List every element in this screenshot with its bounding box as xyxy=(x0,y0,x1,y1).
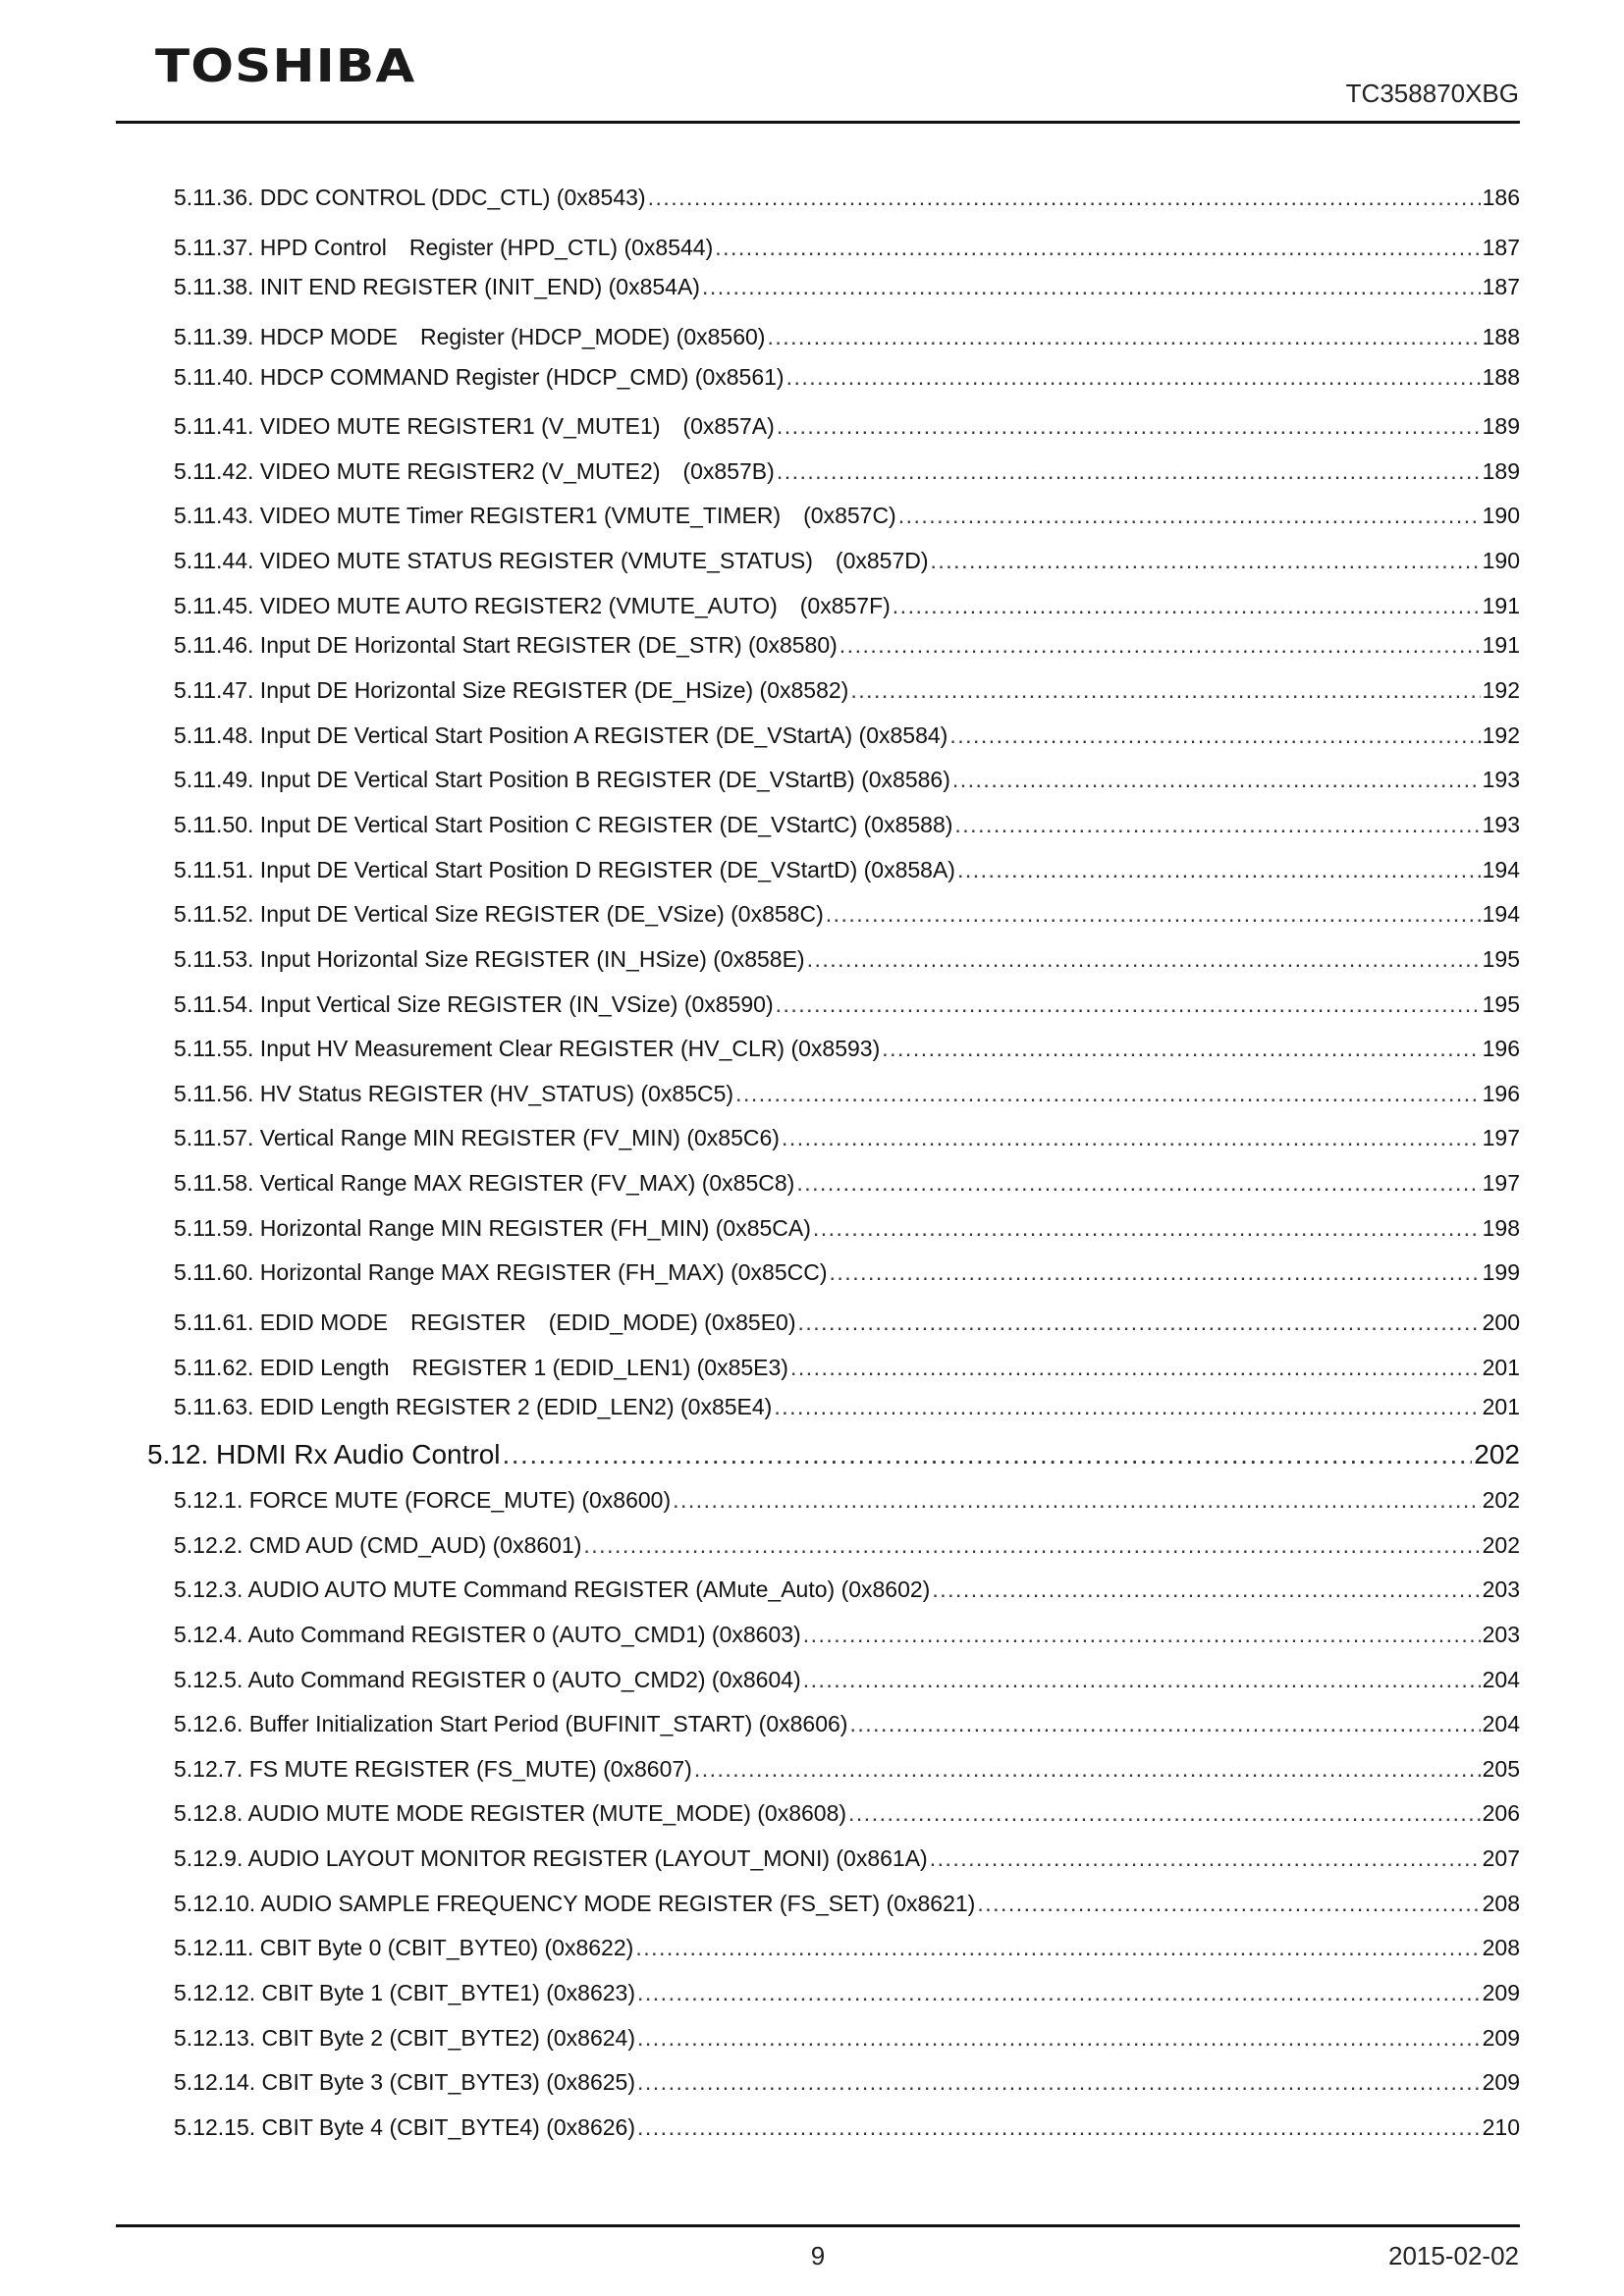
toc-entry-page: 199 xyxy=(1482,1259,1520,1286)
toc-entry[interactable] xyxy=(147,991,1520,1037)
toc-entry-title: 5.12.5. Auto Command REGISTER 0 (AUTO_CMD2) (0x8604) xyxy=(174,1666,801,1692)
toc-entry[interactable] xyxy=(147,274,1520,319)
company-logo: TOSHIBA xyxy=(155,39,416,92)
dot-leader xyxy=(893,593,1481,619)
dot-leader xyxy=(694,1756,1481,1783)
dot-leader xyxy=(635,1935,1480,1961)
part-number: TC358870XBG xyxy=(1345,79,1519,108)
toc-entry-title: 5.12.2. CMD AUD (CMD_AUD) (0x8601) xyxy=(174,1531,582,1558)
dot-leader xyxy=(954,812,1480,838)
table-of-contents xyxy=(147,185,1520,2160)
dot-leader xyxy=(583,1532,1480,1559)
toc-entry-title: 5.11.57. Vertical Range MIN REGISTER (FV_MIN) (0x85C6) xyxy=(174,1125,780,1151)
toc-entry-title: 5.11.36. DDC CONTROL (DDC_CTL) (0x8543) xyxy=(174,185,646,210)
toc-entry[interactable] xyxy=(147,1215,1520,1260)
toc-entry-title: 5.11.48. Input DE Vertical Start Position A REGISTER (DE_VStartA) (0x8584) xyxy=(174,721,948,748)
toc-entry[interactable] xyxy=(147,1305,1520,1350)
dot-leader xyxy=(637,2114,1481,2141)
toc-entry[interactable] xyxy=(147,1125,1520,1170)
toc-entry-page: 195 xyxy=(1482,945,1520,972)
toc-entry-title: 5.12.6. Buffer Initialization Start Period (BUFINIT_START) (0x8606) xyxy=(174,1711,848,1737)
toc-entry-page: 194 xyxy=(1482,856,1520,882)
dot-leader xyxy=(952,767,1481,793)
dot-leader xyxy=(735,1081,1481,1107)
toc-entry[interactable] xyxy=(147,1170,1520,1215)
dot-leader xyxy=(932,1576,1480,1603)
toc-entry-title: 5.12.15. CBIT Byte 4 (CBIT_BYTE4) (0x8626) xyxy=(174,2113,636,2140)
toc-entry-title: 5.11.58. Vertical Range MAX REGISTER (FV_MAX) (0x85C8) xyxy=(174,1170,795,1197)
footer-divider xyxy=(116,2224,1520,2227)
toc-entry-page: 203 xyxy=(1482,1576,1520,1603)
toc-entry-page: 189 xyxy=(1482,457,1520,484)
toc-entry-page: 193 xyxy=(1482,767,1520,793)
toc-entry[interactable] xyxy=(147,364,1520,409)
toc-entry[interactable] xyxy=(147,1576,1520,1622)
dot-leader xyxy=(767,324,1480,350)
dot-leader xyxy=(848,1800,1481,1827)
toc-entry[interactable] xyxy=(147,1845,1520,1891)
toc-entry-title: 5.11.60. Horizontal Range MAX REGISTER (FH_MAX) (0x85CC) xyxy=(174,1259,828,1286)
toc-entry-page: 209 xyxy=(1482,1979,1520,2005)
toc-entry-title: 5.11.43. VIDEO MUTE Timer REGISTER1 (VMUTE_TIMER) (0x857C) xyxy=(174,503,896,529)
toc-entry-page: 194 xyxy=(1482,901,1520,928)
dot-leader xyxy=(931,548,1481,574)
dot-leader xyxy=(637,1980,1481,2006)
toc-entry-title: 5.11.37. HPD Control Register (HPD_CTL) (0x8544) xyxy=(174,234,714,260)
toc-entry[interactable] xyxy=(147,543,1520,588)
toc-entry[interactable] xyxy=(147,1350,1520,1395)
toc-entry[interactable] xyxy=(147,2114,1520,2160)
dot-leader xyxy=(898,503,1481,529)
toc-entry-title: 5.11.55. Input HV Measurement Clear REGISTER (HV_CLR) (0x8593) xyxy=(174,1036,881,1062)
dot-leader xyxy=(774,1394,1480,1420)
toc-entry-page: 208 xyxy=(1482,1890,1520,1916)
toc-entry-page: 191 xyxy=(1482,592,1520,618)
dot-leader xyxy=(790,1355,1481,1381)
dot-leader xyxy=(813,1215,1481,1242)
toc-entry-page: 196 xyxy=(1482,1036,1520,1062)
toc-entry-page: 197 xyxy=(1482,1170,1520,1197)
dot-leader xyxy=(830,1259,1481,1286)
toc-entry-title: 5.11.49. Input DE Vertical Start Position B REGISTER (DE_VStartB) (0x8586) xyxy=(174,767,950,793)
toc-entry-page: 201 xyxy=(1482,1354,1520,1380)
dot-leader xyxy=(930,1845,1481,1872)
toc-entry-title: 5.11.63. EDID Length REGISTER 2 (EDID_LEN2) (0x85E4) xyxy=(174,1394,773,1420)
toc-entry-page: 192 xyxy=(1482,721,1520,748)
toc-entry[interactable] xyxy=(147,1756,1520,1801)
dot-leader xyxy=(777,458,1481,485)
toc-entry[interactable] xyxy=(147,1800,1520,1845)
toc-entry-page: 206 xyxy=(1482,1800,1520,1827)
toc-entry-page: 202 xyxy=(1474,1438,1520,1469)
toc-entry[interactable] xyxy=(147,946,1520,991)
toc-entry-title: 5.11.50. Input DE Vertical Start Position C REGISTER (DE_VStartC) (0x8588) xyxy=(174,811,953,837)
dot-leader xyxy=(637,2069,1481,2096)
dot-leader xyxy=(882,1036,1480,1062)
toc-entry-title: 5.12.4. Auto Command REGISTER 0 (AUTO_CMD1) (0x8603) xyxy=(174,1621,801,1647)
toc-entry[interactable] xyxy=(147,408,1520,454)
toc-entry[interactable] xyxy=(147,1891,1520,1936)
toc-entry-title: 5.11.40. HDCP COMMAND Register (HDCP_CMD) (0x8561) xyxy=(174,363,785,390)
document-date: 2015-02-02 xyxy=(1388,2241,1519,2270)
toc-entry[interactable] xyxy=(147,1711,1520,1756)
toc-entry[interactable] xyxy=(147,1532,1520,1577)
toc-entry[interactable] xyxy=(147,677,1520,722)
toc-entry[interactable] xyxy=(147,767,1520,812)
toc-entry-page: 208 xyxy=(1482,1935,1520,1961)
toc-entry-page: 193 xyxy=(1482,811,1520,837)
toc-entry-title: 5.12.10. AUDIO SAMPLE FREQUENCY MODE REGISTER (FS_SET) (0x8621) xyxy=(174,1890,976,1916)
toc-entry[interactable] xyxy=(147,1935,1520,1980)
toc-entry-title: 5.12.3. AUDIO AUTO MUTE Command REGISTER (AMute_Auto) (0x8602) xyxy=(174,1576,931,1603)
toc-entry-title: 5.11.46. Input DE Horizontal Start REGISTER (DE_STR) (0x8580) xyxy=(174,632,838,659)
toc-entry-title: 5.11.56. HV Status REGISTER (HV_STATUS) (0x85C5) xyxy=(174,1080,734,1106)
dot-leader xyxy=(648,185,1481,211)
dot-leader xyxy=(782,1125,1481,1151)
toc-entry-title: 5.11.52. Input DE Vertical Size REGISTER (DE_VSize) (0x858C) xyxy=(174,901,824,928)
dot-leader xyxy=(850,677,1480,704)
toc-entry-title: 5.12.7. FS MUTE REGISTER (FS_MUTE) (0x8607) xyxy=(174,1755,692,1782)
toc-entry[interactable] xyxy=(147,588,1520,633)
toc-entry-title: 5.11.39. HDCP MODE Register (HDCP_MODE) (0x8560) xyxy=(174,323,766,349)
dot-leader xyxy=(715,235,1480,261)
toc-entry[interactable] xyxy=(147,1036,1520,1081)
toc-entry-page: 190 xyxy=(1482,548,1520,574)
toc-entry-title: 5.12.1. FORCE MUTE (FORCE_MUTE) (0x8600) xyxy=(174,1486,672,1513)
toc-entry-title: 5.11.61. EDID MODE REGISTER (EDID_MODE) (0x85E0) xyxy=(174,1309,796,1336)
toc-entry-page: 189 xyxy=(1482,413,1520,440)
toc-entry-page: 191 xyxy=(1482,632,1520,659)
toc-entry-title: 5.12. HDMI Rx Audio Control xyxy=(147,1438,501,1469)
toc-entry[interactable] xyxy=(147,632,1520,677)
toc-entry-title: 5.11.38. INIT END REGISTER (INIT_END) (0x854A) xyxy=(174,274,700,300)
toc-entry-title: 5.11.51. Input DE Vertical Start Position D REGISTER (DE_VStartD) (0x858A) xyxy=(174,856,955,882)
toc-section-entry[interactable] xyxy=(147,1439,1520,1487)
toc-entry-title: 5.11.54. Input Vertical Size REGISTER (IN_VSize) (0x8590) xyxy=(174,990,774,1017)
toc-entry-title: 5.11.53. Input Horizontal Size REGISTER (IN_HSize) (0x858E) xyxy=(174,945,805,972)
page-number: 9 xyxy=(810,2241,826,2270)
toc-entry-page: 209 xyxy=(1482,2069,1520,2096)
toc-entry-title: 5.11.62. EDID Length REGISTER 1 (EDID_LEN1) (0x85E3) xyxy=(174,1354,788,1380)
toc-entry-page: 186 xyxy=(1482,185,1520,210)
toc-entry[interactable] xyxy=(147,1394,1520,1439)
toc-entry[interactable] xyxy=(147,185,1520,230)
toc-entry-page: 201 xyxy=(1482,1394,1520,1420)
toc-entry-page: 187 xyxy=(1482,234,1520,260)
toc-entry-title: 5.11.59. Horizontal Range MIN REGISTER (FH_MIN) (0x85CA) xyxy=(174,1214,811,1241)
toc-entry[interactable] xyxy=(147,1622,1520,1667)
toc-entry-page: 205 xyxy=(1482,1755,1520,1782)
toc-entry-title: 5.12.8. AUDIO MUTE MODE REGISTER (MUTE_MODE) (0x8608) xyxy=(174,1800,847,1827)
dot-leader xyxy=(839,632,1481,659)
toc-entry-title: 5.11.41. VIDEO MUTE REGISTER1 (V_MUTE1) (0x857A) xyxy=(174,413,775,440)
dot-leader xyxy=(702,274,1481,300)
dot-leader xyxy=(637,2025,1481,2052)
dot-leader xyxy=(777,413,1481,440)
toc-entry-page: 202 xyxy=(1482,1486,1520,1513)
toc-entry-page: 200 xyxy=(1482,1309,1520,1336)
toc-entry-page: 204 xyxy=(1482,1711,1520,1737)
toc-entry[interactable] xyxy=(147,319,1520,364)
toc-entry-title: 5.12.11. CBIT Byte 0 (CBIT_BYTE0) (0x8622) xyxy=(174,1935,634,1961)
toc-entry-page: 197 xyxy=(1482,1125,1520,1151)
toc-entry-page: 204 xyxy=(1482,1666,1520,1692)
toc-entry-title: 5.11.42. VIDEO MUTE REGISTER2 (V_MUTE2) (0x857B) xyxy=(174,457,775,484)
toc-entry-page: 196 xyxy=(1482,1080,1520,1106)
toc-entry-page: 192 xyxy=(1482,677,1520,704)
toc-entry-page: 190 xyxy=(1482,503,1520,529)
toc-entry[interactable] xyxy=(147,1487,1520,1532)
toc-entry[interactable] xyxy=(147,901,1520,946)
toc-entry-page: 187 xyxy=(1482,274,1520,300)
dot-leader xyxy=(849,1711,1480,1737)
toc-entry-page: 188 xyxy=(1482,323,1520,349)
toc-entry[interactable] xyxy=(147,1980,1520,2025)
dot-leader xyxy=(807,946,1481,973)
toc-entry-title: 5.12.13. CBIT Byte 2 (CBIT_BYTE2) (0x8624) xyxy=(174,2024,636,2051)
toc-entry-page: 207 xyxy=(1482,1845,1520,1872)
dot-leader xyxy=(803,1667,1481,1693)
toc-entry[interactable] xyxy=(147,857,1520,902)
toc-entry-title: 5.12.12. CBIT Byte 1 (CBIT_BYTE1) (0x8623) xyxy=(174,1979,636,2005)
dot-leader xyxy=(957,857,1481,883)
toc-entry-page: 203 xyxy=(1482,1621,1520,1647)
toc-entry[interactable] xyxy=(147,722,1520,768)
toc-entry-title: 5.11.45. VIDEO MUTE AUTO REGISTER2 (VMUTE_AUTO) (0x857F) xyxy=(174,592,891,618)
toc-entry-title: 5.11.44. VIDEO MUTE STATUS REGISTER (VMUTE_STATUS) (0x857D) xyxy=(174,548,929,574)
toc-entry[interactable] xyxy=(147,1259,1520,1305)
dot-leader xyxy=(826,901,1481,928)
toc-entry-title: 5.12.14. CBIT Byte 3 (CBIT_BYTE3) (0x8625) xyxy=(174,2069,636,2096)
dot-leader xyxy=(798,1309,1481,1336)
toc-entry[interactable] xyxy=(147,2025,1520,2070)
toc-entry[interactable] xyxy=(147,454,1520,499)
dot-leader xyxy=(673,1487,1481,1514)
toc-entry[interactable] xyxy=(147,498,1520,543)
dot-leader xyxy=(977,1891,1480,1917)
dot-leader xyxy=(786,364,1481,391)
toc-entry-page: 210 xyxy=(1482,2113,1520,2140)
toc-entry[interactable] xyxy=(147,230,1520,275)
toc-entry-title: 5.11.47. Input DE Horizontal Size REGISTER (DE_HSize) (0x8582) xyxy=(174,677,849,704)
toc-entry[interactable] xyxy=(147,2069,1520,2114)
header-divider xyxy=(116,121,1520,124)
dot-leader xyxy=(949,722,1480,749)
dot-leader xyxy=(503,1439,1473,1470)
toc-entry-page: 195 xyxy=(1482,990,1520,1017)
toc-entry-page: 202 xyxy=(1482,1531,1520,1558)
toc-entry[interactable] xyxy=(147,1081,1520,1126)
dot-leader xyxy=(803,1622,1481,1648)
toc-entry-page: 198 xyxy=(1482,1214,1520,1241)
toc-entry-title: 5.12.9. AUDIO LAYOUT MONITOR REGISTER (LAYOUT_MONI) (0x861A) xyxy=(174,1845,928,1872)
toc-entry-page: 209 xyxy=(1482,2024,1520,2051)
toc-entry[interactable] xyxy=(147,1667,1520,1712)
dot-leader xyxy=(776,991,1481,1018)
toc-entry[interactable] xyxy=(147,812,1520,857)
dot-leader xyxy=(796,1170,1480,1197)
toc-entry-page: 188 xyxy=(1482,363,1520,390)
